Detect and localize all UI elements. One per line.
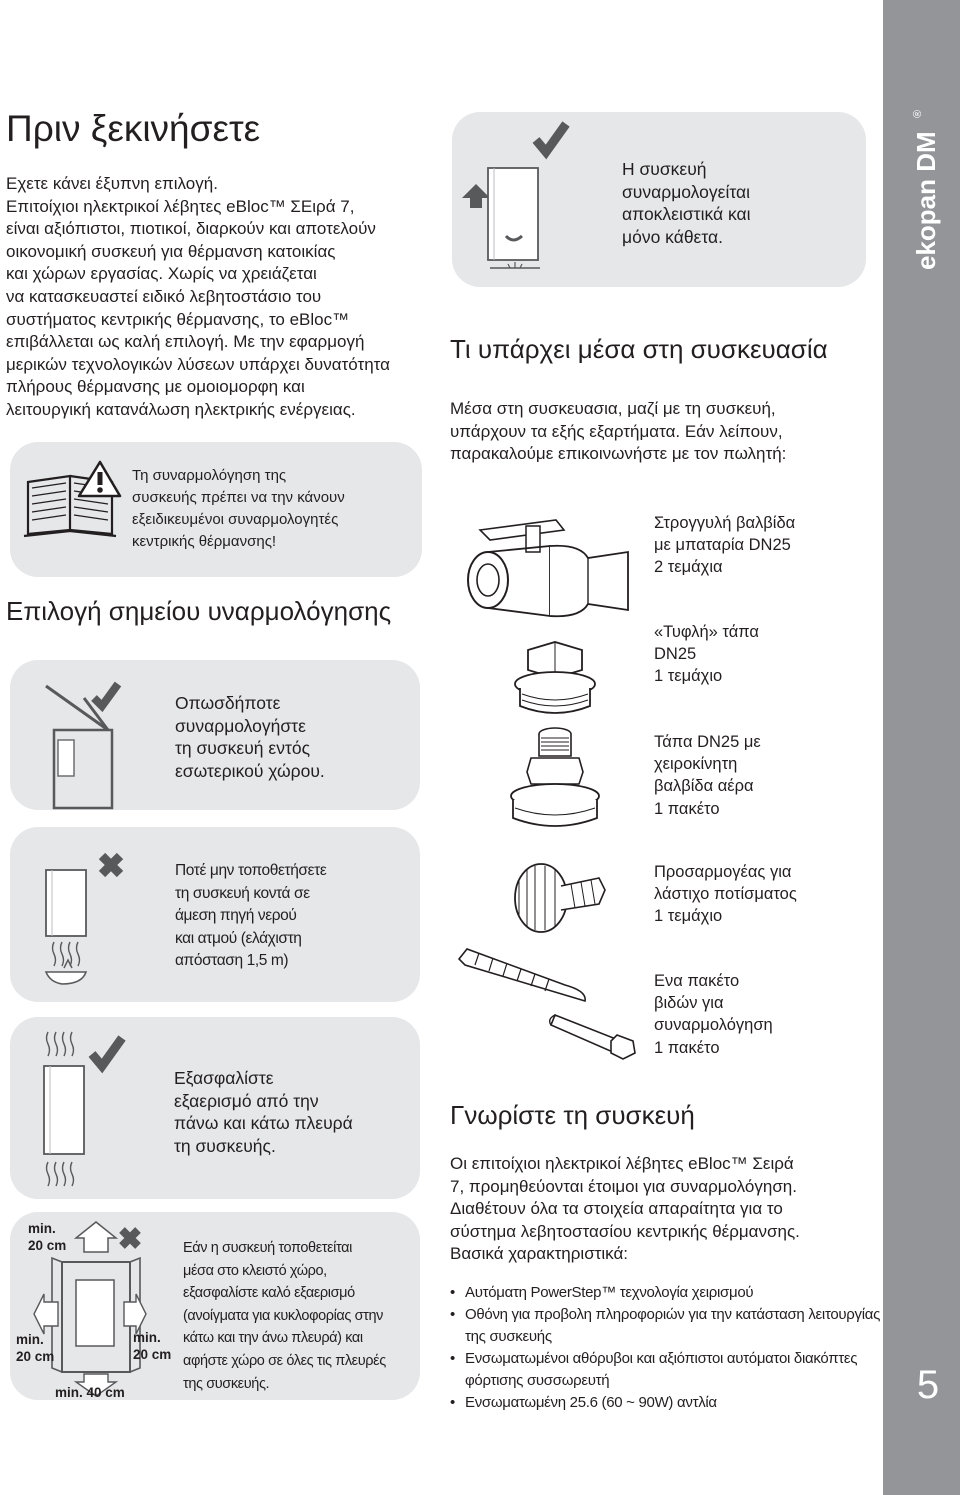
- ball-valve-icon: [460, 500, 640, 620]
- plug-air-valve-icon: [505, 722, 605, 842]
- clearance-left-label: 20 cm: [16, 1349, 55, 1364]
- package-item-hose-adapter: [654, 861, 797, 928]
- intro-line: να κατασκευαστεί ειδικό λεβητοστάσιο του: [6, 286, 322, 306]
- water-text: [175, 860, 326, 973]
- package-line: παρακαλούμε επικοινωνήστε με τον πωλητή:: [450, 444, 787, 464]
- item-line: 1 τεμάχιο: [654, 667, 723, 686]
- boiler-no-water-icon: [40, 842, 130, 992]
- cabinet-text: [183, 1237, 386, 1395]
- location-title: Επιλογή σημείου υναρμολόγησης: [6, 596, 392, 626]
- item-line: «Τυφλή» τάπα: [654, 623, 759, 641]
- water-line: απόσταση 1,5 m): [175, 952, 289, 969]
- device-line: Οι επιτοίχιοι ηλεκτρικοί λέβητες eBloc™ Σειρά: [450, 1154, 794, 1173]
- water-line: Ποτέ μην τοποθετήσετε: [175, 862, 327, 879]
- item-line: 1 πακέτο: [654, 799, 720, 818]
- ventilation-line: εξαερισμό από την: [174, 1090, 319, 1111]
- feature-item: • Αυτόματη PowerStep™ τεχνολογία χειρισμού: [450, 1284, 754, 1301]
- package-line: υπάρχουν τα εξής εξαρτήματα. Εάν λείπουν,: [450, 421, 783, 441]
- indoor-line: τη συσκευή εντός: [175, 738, 311, 758]
- clearance-top-label: 20 cm: [28, 1238, 67, 1253]
- min-label-right: min.: [133, 1330, 161, 1345]
- ventilation-line: Εξασφαλίστε: [174, 1068, 274, 1088]
- vertical-line: συναρμολογείται: [622, 181, 751, 202]
- intro-line: μερικών τεχνολογικών λύσεων υπάρχει δυνατότητα: [6, 354, 390, 374]
- intro-line: Εχετε κάνει έξυπνη επιλογή.: [6, 174, 218, 193]
- item-line: βαλβίδα αέρα: [654, 777, 754, 796]
- indoor-line: συναρμολογήστε: [175, 715, 306, 736]
- vertical-line: Η συσκευή: [622, 159, 707, 179]
- intro-line: οικονομική συσκευή για θέρμανση κατοικίας: [6, 241, 336, 261]
- package-line: Μέσα στη συσκευασια, μαζί με τη συσκευή,: [450, 399, 776, 418]
- cabinet-line: αφήστε χώρο σε όλες τις πλευρές: [183, 1352, 386, 1369]
- clearance-right-label: 20 cm: [133, 1347, 172, 1362]
- min-label-left: min.: [16, 1332, 44, 1347]
- item-line: χειροκίνητη: [654, 755, 738, 774]
- warning-line: εξειδικευμένοι συναρμολογητές: [132, 511, 339, 528]
- indoor-line: εσωτερικού χώρου.: [175, 760, 325, 781]
- blind-plug-icon: [510, 640, 600, 720]
- item-line: DN25: [654, 645, 697, 664]
- package-paragraph: [450, 398, 870, 466]
- water-line: τη συσκευή κοντά σε: [175, 884, 310, 902]
- page-number: 5: [916, 1363, 940, 1407]
- cabinet-line: της συσκευής.: [183, 1375, 270, 1392]
- warning-text: [132, 465, 345, 553]
- package-item-ball-valve: [654, 512, 795, 579]
- item-line: με μπαταρία DN25: [654, 536, 791, 555]
- page-title: Πριν ξεκινήσετε: [6, 108, 261, 149]
- indoor-line: Οπωσδήποτε: [175, 693, 281, 713]
- intro-line: επιβάλλεται ως καλή επιλογή. Με την εφαρμογή: [6, 332, 365, 352]
- house-indoor-icon: [38, 668, 168, 808]
- item-line: βιδών για: [654, 994, 724, 1013]
- intro-line: συστήματος κεντρικής θέρμανσης, το eBloc™: [6, 309, 350, 329]
- item-line: λάστιχο ποτίσματος: [654, 885, 797, 904]
- device-line: 7, προμηθεύονται έτοιμοι για συναρμολόγηση.: [450, 1176, 797, 1196]
- item-line: Τάπα DN25 με: [654, 733, 761, 751]
- cabinet-line: (ανοίγματα για κυκλοφορίας στην: [183, 1307, 384, 1324]
- item-line: 1 πακέτο: [654, 1038, 720, 1057]
- registered-mark: ®: [912, 109, 924, 118]
- manual-warning-icon: [24, 460, 124, 540]
- water-line: και ατμού (ελάχιστη: [175, 929, 302, 947]
- warning-line: συσκευής πρέπει να την κάνουν: [132, 489, 345, 506]
- brand-name: ekopan DM: [911, 131, 941, 270]
- vertical-mounting-icon: [460, 118, 580, 286]
- intro-line: Επιτοίχιοι ηλεκτρικοί λέβητες eBloc™ ΣΕιρά 7,: [6, 196, 355, 216]
- warning-line: Τη συναρμολόγηση της: [132, 467, 287, 484]
- brand-logo: [905, 110, 945, 280]
- ventilation-line: πάνω και κάτω πλευρά: [174, 1113, 353, 1133]
- ventilation-text: [174, 1067, 353, 1157]
- package-title: Τι υπάρχει μέσα στη συσκευασία: [450, 334, 828, 364]
- cabinet-line: εξασφαλίστε καλό εξαερισμό: [183, 1285, 355, 1302]
- device-paragraph: [450, 1153, 870, 1266]
- cabinet-line: Εάν η συσκευή τοποθετείται: [183, 1240, 352, 1256]
- device-title: Γνωρίστε τη συσκευή: [450, 1100, 695, 1130]
- feature-item: • Οθόνη για προβολη πληροφοριών για την κατάσταση λειτουργίας της συσκευής: [450, 1306, 881, 1345]
- item-line: 1 τεμάχιο: [654, 907, 723, 926]
- intro-line: λειτουργική κατανάλωση ηλεκτρικής ενέργειας.: [6, 399, 356, 419]
- item-line: Προσαρμογέας για: [654, 863, 792, 881]
- feature-item: • Ενσωματωμένοι αθόρυβοι και αξιόπιστοι αυτόματοι διακόπτες φόρτισης συσσωρευτή: [450, 1350, 858, 1389]
- device-line: σύστημα λεβητοστασίου κεντρικής θέρμανσης.: [450, 1221, 800, 1241]
- intro-paragraph: [6, 173, 426, 422]
- item-line: συναρμολόγηση: [654, 1016, 773, 1035]
- package-item-blind-plug: [654, 621, 759, 688]
- package-item-screws-kit: [654, 970, 773, 1059]
- screws-kit-icon: [455, 945, 645, 1075]
- ventilation-line: τη συσκευής.: [174, 1135, 276, 1156]
- intro-line: και χώρων εργασίας. Χωρίς να χρειάζεται: [6, 264, 317, 284]
- cabinet-clearance-diagram: [12, 1218, 187, 1398]
- package-item-plug-air-valve: [654, 731, 761, 820]
- hose-adapter-icon: [505, 850, 615, 940]
- cabinet-line: μέσα στο κλειστό χώρο,: [183, 1262, 327, 1279]
- feature-item: • Ενσωματωμένη 25.6 (60 ~ 90W) αντλία: [450, 1394, 717, 1411]
- cabinet-line: κάτω και την άνω πλευρά) και: [183, 1330, 363, 1347]
- boiler-ventilation-icon: [38, 1026, 138, 1191]
- item-line: 2 τεμάχια: [654, 558, 723, 577]
- water-line: άμεση πηγή νερού: [175, 907, 297, 924]
- intro-line: πλήρους θέρμανσης με ομοιομορφη και: [6, 377, 305, 397]
- vertical-line: αποκλειστικά και: [622, 204, 751, 224]
- min-label-top: min.: [28, 1221, 56, 1236]
- vertical-line: μόνο κάθετα.: [622, 226, 723, 247]
- features-list: [447, 1282, 881, 1414]
- item-line: Στρογγυλή βαλβίδα: [654, 514, 796, 532]
- indoor-text: [175, 692, 325, 782]
- device-line: Διαθέτουν όλα τα στοιχεία απαραίτητα για το: [450, 1199, 783, 1219]
- item-line: Ενα πακέτο: [654, 972, 740, 990]
- intro-line: είναι αξιόπιστοι, πιοτικοί, διαρκούν και αποτελούν: [6, 219, 376, 239]
- warning-line: κεντρικής θέρμανσης!: [132, 533, 277, 550]
- vertical-text: [622, 158, 751, 248]
- device-line: Βασικά χαρακτηριστικά:: [450, 1244, 629, 1264]
- clearance-bottom-label: min. 40 cm: [55, 1385, 125, 1400]
